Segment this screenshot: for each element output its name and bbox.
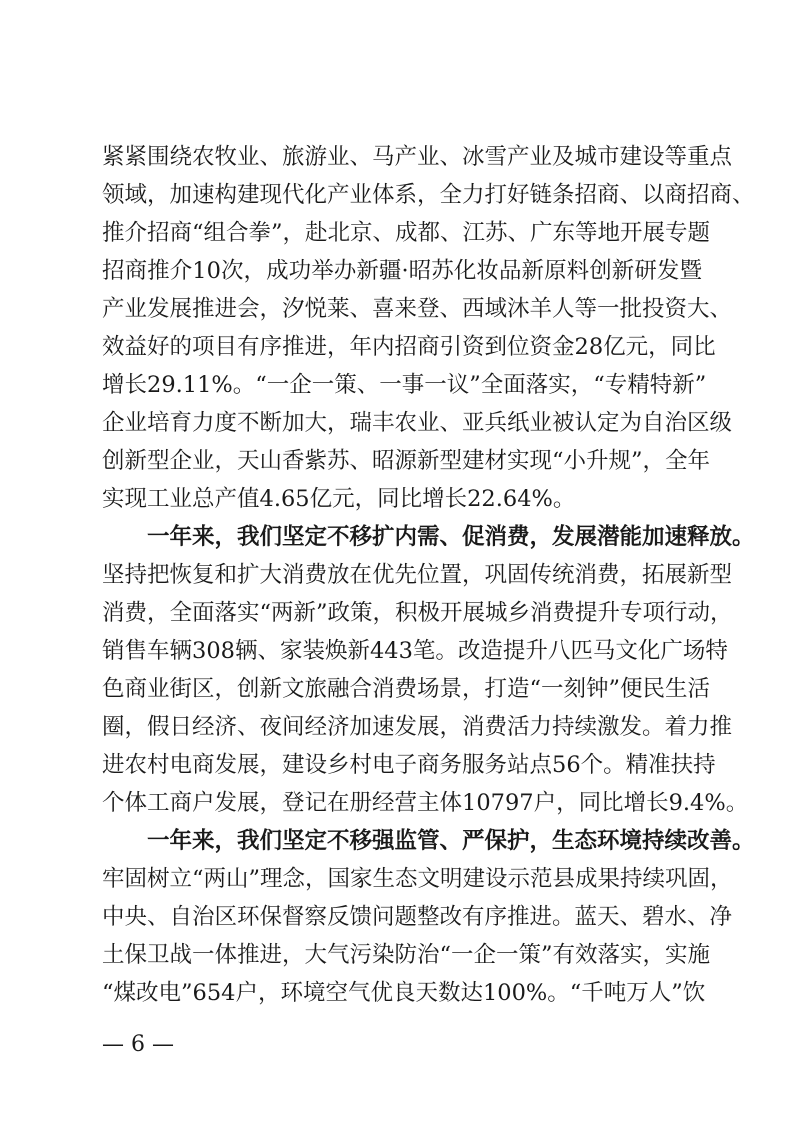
text-line: 创新型企业，天山香紫苏、昭源新型建材实现“小升规”，全年: [102, 448, 711, 474]
section-heading-ecology: 一年来，我们坚定不移强监管、严保护，生态环境持续改善。: [147, 828, 755, 854]
text-line: 产业发展推进会，汐悦莱、喜来登、西域沐羊人等一批投资大、: [102, 296, 733, 322]
text-line: 牢固树立“两山”理念，国家生态文明建设示范县成果持续巩固，: [102, 866, 733, 892]
text-line: 领域，加速构建现代化产业体系，全力打好链条招商、以商招商、: [102, 182, 755, 208]
text-line: 实现工业总产值4.65亿元，同比增长22.64%。: [102, 486, 576, 512]
text-line: 色商业街区，创新文旅融合消费场景，打造“一刻钟”便民生活: [102, 676, 711, 702]
body-text: [102, 138, 755, 1012]
section-heading-consumption: 一年来，我们坚定不移扩内需、促消费，发展潜能加速释放。: [147, 524, 755, 550]
text-line: 效益好的项目有序推进，年内招商引资到位资金28亿元，同比: [102, 334, 716, 360]
text-line: 推介招商“组合拳”，赴北京、成都、江苏、广东等地开展专题: [102, 220, 711, 246]
text-line: 进农村电商发展，建设乡村电子商务服务站点56个。精准扶持: [102, 752, 716, 778]
text-line: 紧紧围绕农牧业、旅游业、马产业、冰雪产业及城市建设等重点: [102, 144, 733, 170]
text-line: 圈，假日经济、夜间经济加速发展，消费活力持续激发。着力推: [102, 714, 733, 740]
text-line: 土保卫战一体推进，大气污染防治“一企一策”有效落实，实施: [102, 942, 711, 968]
text-line: 企业培育力度不断加大，瑞丰农业、亚兵纸业被认定为自治区级: [102, 410, 733, 436]
text-line: 销售车辆308辆、家装焕新443笔。改造提升八匹马文化广场特: [102, 638, 728, 664]
text-line: 个体工商户发展，登记在册经营主体10797户，同比增长9.4%。: [102, 790, 749, 816]
text-line: 招商推介10次，成功举办新疆·昭苏化妆品新原料创新研发暨: [102, 258, 702, 284]
text-line: “煤改电”654户，环境空气优良天数达100%。“千吨万人”饮: [102, 980, 706, 1006]
text-line: 增长29.11%。“一企一策、一事一议”全面落实，“专精特新”: [102, 372, 707, 398]
text-line: 中央、自治区环保督察反馈问题整改有序推进。蓝天、碧水、净: [102, 904, 733, 930]
page-number: — 6 —: [102, 1032, 174, 1057]
text-line: 坚持把恢复和扩大消费放在优先位置，巩固传统消费，拓展新型: [102, 562, 733, 588]
text-line: 消费，全面落实“两新”政策，积极开展城乡消费提升专项行动，: [102, 600, 733, 626]
